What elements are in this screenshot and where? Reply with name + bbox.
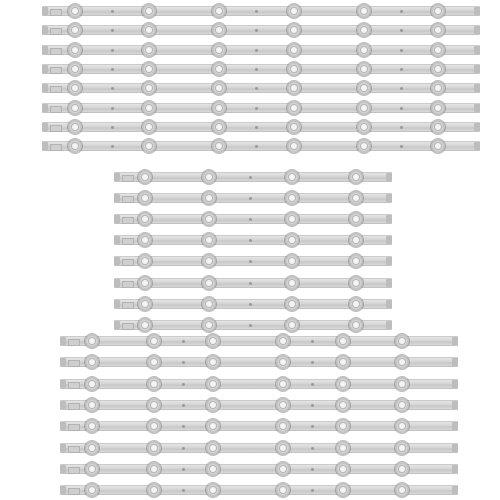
led-lens-icon — [285, 318, 299, 332]
led-strip — [60, 421, 458, 431]
led-lens-icon — [336, 441, 350, 455]
mounting-hole — [249, 197, 252, 200]
led-strip — [60, 400, 458, 410]
mounting-hole — [182, 447, 185, 450]
led-strip — [114, 172, 392, 182]
led-lens-icon — [349, 297, 363, 311]
led-lens-icon — [68, 23, 82, 37]
mounting-hole — [182, 340, 185, 343]
led-lens-icon — [206, 398, 220, 412]
strip-endcap — [42, 142, 48, 150]
led-lens-icon — [349, 233, 363, 247]
led-lens-icon — [206, 483, 220, 497]
led-lens-icon — [431, 139, 445, 153]
led-lens-icon — [138, 233, 152, 247]
led-lens-icon — [287, 81, 301, 95]
led-lens-icon — [276, 483, 290, 497]
led-lens-icon — [336, 462, 350, 476]
strip-endcap — [474, 46, 480, 54]
strip-connector — [68, 360, 80, 367]
led-lens-icon — [142, 120, 156, 134]
mounting-hole — [311, 340, 314, 343]
led-lens-icon — [68, 43, 82, 57]
led-lens-icon — [357, 81, 371, 95]
mounting-hole — [182, 468, 185, 471]
strip-endcap — [42, 65, 48, 73]
led-lens-icon — [68, 120, 82, 134]
strip-endcap — [474, 26, 480, 34]
led-lens-icon — [142, 101, 156, 115]
led-lens-icon — [147, 419, 161, 433]
mounting-hole — [249, 303, 252, 306]
led-lens-icon — [336, 355, 350, 369]
led-strip — [60, 357, 458, 367]
led-lens-icon — [138, 276, 152, 290]
mounting-hole — [400, 68, 403, 71]
led-lens-icon — [142, 62, 156, 76]
strip-endcap — [386, 321, 392, 329]
mounting-hole — [255, 145, 258, 148]
led-lens-icon — [276, 355, 290, 369]
led-lens-icon — [285, 191, 299, 205]
led-strip — [114, 299, 392, 309]
strip-connector — [122, 175, 134, 182]
led-lens-icon — [142, 23, 156, 37]
strip-connector — [68, 446, 80, 453]
led-strip — [42, 25, 480, 35]
led-lens-icon — [212, 101, 226, 115]
led-lens-icon — [349, 170, 363, 184]
strip-endcap — [42, 7, 48, 15]
led-lens-icon — [138, 297, 152, 311]
led-lens-icon — [212, 4, 226, 18]
strip-endcap — [452, 401, 458, 409]
strip-endcap — [452, 465, 458, 473]
led-lens-icon — [147, 462, 161, 476]
strip-endcap — [452, 380, 458, 388]
mounting-hole — [249, 176, 252, 179]
mounting-hole — [182, 404, 185, 407]
strip-connector — [122, 323, 134, 330]
strip-endcap — [452, 337, 458, 345]
strip-endcap — [60, 422, 66, 430]
strip-endcap — [452, 444, 458, 452]
mounting-hole — [400, 29, 403, 32]
led-lens-icon — [395, 419, 409, 433]
led-lens-icon — [431, 4, 445, 18]
led-strip — [114, 320, 392, 330]
led-lens-icon — [147, 377, 161, 391]
mounting-hole — [400, 145, 403, 148]
strip-connector — [50, 67, 62, 74]
strip-endcap — [60, 380, 66, 388]
mounting-hole — [400, 10, 403, 13]
led-lens-icon — [395, 398, 409, 412]
led-strip — [42, 45, 480, 55]
strip-endcap — [42, 104, 48, 112]
led-lens-icon — [212, 62, 226, 76]
strip-connector — [122, 302, 134, 309]
led-lens-icon — [147, 441, 161, 455]
strip-endcap — [114, 215, 120, 223]
led-lens-icon — [287, 23, 301, 37]
led-lens-icon — [85, 419, 99, 433]
led-lens-icon — [357, 139, 371, 153]
led-lens-icon — [85, 355, 99, 369]
led-strip — [114, 214, 392, 224]
mounting-hole — [400, 126, 403, 129]
led-strip — [114, 278, 392, 288]
led-lens-icon — [85, 483, 99, 497]
strip-endcap — [114, 257, 120, 265]
strip-connector — [68, 467, 80, 474]
led-lens-icon — [202, 212, 216, 226]
led-lens-icon — [85, 441, 99, 455]
strip-connector — [50, 106, 62, 113]
led-lens-icon — [357, 62, 371, 76]
strip-endcap — [386, 279, 392, 287]
led-lens-icon — [349, 212, 363, 226]
strip-connector — [68, 424, 80, 431]
mounting-hole — [255, 68, 258, 71]
led-lens-icon — [336, 419, 350, 433]
strip-connector — [50, 48, 62, 55]
led-lens-icon — [431, 43, 445, 57]
led-strip — [42, 103, 480, 113]
mounting-hole — [311, 404, 314, 407]
led-strip — [42, 83, 480, 93]
led-lens-icon — [85, 377, 99, 391]
led-lens-icon — [85, 334, 99, 348]
strip-endcap — [114, 236, 120, 244]
strip-endcap — [114, 300, 120, 308]
mounting-hole — [255, 126, 258, 129]
strip-connector — [68, 403, 80, 410]
led-lens-icon — [276, 441, 290, 455]
mounting-hole — [249, 239, 252, 242]
led-lens-icon — [202, 297, 216, 311]
led-lens-icon — [349, 318, 363, 332]
strip-endcap — [452, 422, 458, 430]
led-lens-icon — [202, 276, 216, 290]
led-lens-icon — [202, 170, 216, 184]
led-lens-icon — [206, 334, 220, 348]
mounting-hole — [255, 29, 258, 32]
led-lens-icon — [68, 4, 82, 18]
led-lens-icon — [285, 254, 299, 268]
led-lens-icon — [212, 139, 226, 153]
led-lens-icon — [395, 441, 409, 455]
led-lens-icon — [142, 139, 156, 153]
led-lens-icon — [202, 233, 216, 247]
mounting-hole — [249, 260, 252, 263]
strip-endcap — [60, 444, 66, 452]
led-lens-icon — [138, 191, 152, 205]
led-lens-icon — [357, 120, 371, 134]
led-lens-icon — [138, 318, 152, 332]
led-strip — [42, 64, 480, 74]
strip-endcap — [60, 358, 66, 366]
led-lens-icon — [138, 212, 152, 226]
led-lens-icon — [285, 233, 299, 247]
mounting-hole — [400, 87, 403, 90]
mounting-hole — [311, 383, 314, 386]
strip-endcap — [474, 123, 480, 131]
mounting-hole — [311, 425, 314, 428]
strip-connector — [50, 125, 62, 132]
strip-endcap — [474, 7, 480, 15]
led-lens-icon — [357, 4, 371, 18]
strip-connector — [122, 238, 134, 245]
led-lens-icon — [395, 462, 409, 476]
led-lens-icon — [206, 377, 220, 391]
led-lens-icon — [336, 398, 350, 412]
led-lens-icon — [285, 212, 299, 226]
led-lens-icon — [287, 139, 301, 153]
mounting-hole — [182, 361, 185, 364]
led-lens-icon — [85, 462, 99, 476]
led-lens-icon — [206, 462, 220, 476]
mounting-hole — [311, 361, 314, 364]
strip-endcap — [386, 173, 392, 181]
led-lens-icon — [285, 276, 299, 290]
mounting-hole — [182, 489, 185, 492]
mounting-hole — [311, 468, 314, 471]
strip-endcap — [42, 84, 48, 92]
strip-endcap — [452, 358, 458, 366]
strip-endcap — [60, 337, 66, 345]
led-lens-icon — [431, 62, 445, 76]
led-lens-icon — [85, 398, 99, 412]
led-lens-icon — [142, 81, 156, 95]
mounting-hole — [111, 10, 114, 13]
led-lens-icon — [349, 254, 363, 268]
led-strip — [42, 122, 480, 132]
led-lens-icon — [206, 419, 220, 433]
strip-endcap — [386, 257, 392, 265]
strip-endcap — [114, 173, 120, 181]
mounting-hole — [111, 145, 114, 148]
strip-endcap — [60, 465, 66, 473]
led-lens-icon — [202, 191, 216, 205]
led-lens-icon — [147, 355, 161, 369]
strip-connector — [122, 217, 134, 224]
mounting-hole — [255, 49, 258, 52]
led-lens-icon — [68, 101, 82, 115]
led-strip — [114, 193, 392, 203]
led-lens-icon — [212, 23, 226, 37]
led-lens-icon — [357, 101, 371, 115]
mounting-hole — [249, 282, 252, 285]
strip-connector — [122, 259, 134, 266]
led-lens-icon — [202, 318, 216, 332]
led-lens-icon — [147, 398, 161, 412]
led-lens-icon — [212, 120, 226, 134]
led-strip — [60, 464, 458, 474]
led-lens-icon — [147, 483, 161, 497]
strip-endcap — [114, 321, 120, 329]
led-strip — [114, 235, 392, 245]
led-lens-icon — [285, 170, 299, 184]
led-lens-icon — [395, 483, 409, 497]
led-lens-icon — [142, 43, 156, 57]
led-lens-icon — [206, 355, 220, 369]
strip-connector — [68, 339, 80, 346]
strip-connector — [122, 281, 134, 288]
led-lens-icon — [395, 377, 409, 391]
led-lens-icon — [395, 355, 409, 369]
led-strip — [42, 6, 480, 16]
led-strip — [60, 443, 458, 453]
led-lens-icon — [431, 120, 445, 134]
strip-endcap — [386, 300, 392, 308]
strip-connector — [50, 144, 62, 151]
mounting-hole — [182, 383, 185, 386]
mounting-hole — [111, 49, 114, 52]
led-lens-icon — [287, 101, 301, 115]
strip-endcap — [42, 26, 48, 34]
led-lens-icon — [212, 81, 226, 95]
led-lens-icon — [431, 81, 445, 95]
mounting-hole — [255, 107, 258, 110]
led-strip — [42, 141, 480, 151]
led-lens-icon — [349, 191, 363, 205]
mounting-hole — [111, 87, 114, 90]
strip-endcap — [386, 215, 392, 223]
led-lens-icon — [395, 334, 409, 348]
mounting-hole — [255, 87, 258, 90]
strip-connector — [50, 86, 62, 93]
led-lens-icon — [276, 462, 290, 476]
led-lens-icon — [285, 297, 299, 311]
led-lens-icon — [212, 43, 226, 57]
led-lens-icon — [68, 81, 82, 95]
led-lens-icon — [68, 62, 82, 76]
mounting-hole — [255, 10, 258, 13]
led-lens-icon — [336, 483, 350, 497]
strip-endcap — [114, 194, 120, 202]
led-strip — [60, 336, 458, 346]
led-lens-icon — [336, 334, 350, 348]
strip-endcap — [452, 486, 458, 494]
led-lens-icon — [287, 62, 301, 76]
strip-connector — [50, 9, 62, 16]
led-lens-icon — [276, 334, 290, 348]
strip-endcap — [60, 401, 66, 409]
mounting-hole — [400, 107, 403, 110]
led-lens-icon — [276, 377, 290, 391]
led-lens-icon — [202, 254, 216, 268]
led-lens-icon — [357, 43, 371, 57]
led-strip — [60, 485, 458, 495]
strip-endcap — [386, 194, 392, 202]
strip-endcap — [42, 46, 48, 54]
led-lens-icon — [336, 377, 350, 391]
led-strip — [114, 256, 392, 266]
strip-connector — [68, 488, 80, 495]
strip-connector — [122, 196, 134, 203]
led-lens-icon — [287, 43, 301, 57]
led-lens-icon — [349, 276, 363, 290]
mounting-hole — [400, 49, 403, 52]
strip-endcap — [474, 84, 480, 92]
led-lens-icon — [142, 4, 156, 18]
strip-endcap — [42, 123, 48, 131]
led-lens-icon — [276, 398, 290, 412]
led-lens-icon — [431, 101, 445, 115]
mounting-hole — [111, 29, 114, 32]
led-lens-icon — [206, 441, 220, 455]
mounting-hole — [111, 68, 114, 71]
led-lens-icon — [431, 23, 445, 37]
led-lens-icon — [287, 120, 301, 134]
strip-endcap — [386, 236, 392, 244]
strip-endcap — [474, 104, 480, 112]
strip-connector — [50, 28, 62, 35]
led-lens-icon — [138, 170, 152, 184]
led-lens-icon — [287, 4, 301, 18]
led-lens-icon — [138, 254, 152, 268]
mounting-hole — [111, 126, 114, 129]
mounting-hole — [249, 324, 252, 327]
led-strip — [60, 379, 458, 389]
mounting-hole — [182, 425, 185, 428]
mounting-hole — [311, 489, 314, 492]
led-lens-icon — [147, 334, 161, 348]
led-lens-icon — [276, 419, 290, 433]
strip-endcap — [474, 65, 480, 73]
led-lens-icon — [68, 139, 82, 153]
strip-endcap — [474, 142, 480, 150]
strip-endcap — [114, 279, 120, 287]
mounting-hole — [111, 107, 114, 110]
mounting-hole — [311, 447, 314, 450]
mounting-hole — [249, 218, 252, 221]
strip-endcap — [60, 486, 66, 494]
strip-connector — [68, 382, 80, 389]
led-lens-icon — [357, 23, 371, 37]
